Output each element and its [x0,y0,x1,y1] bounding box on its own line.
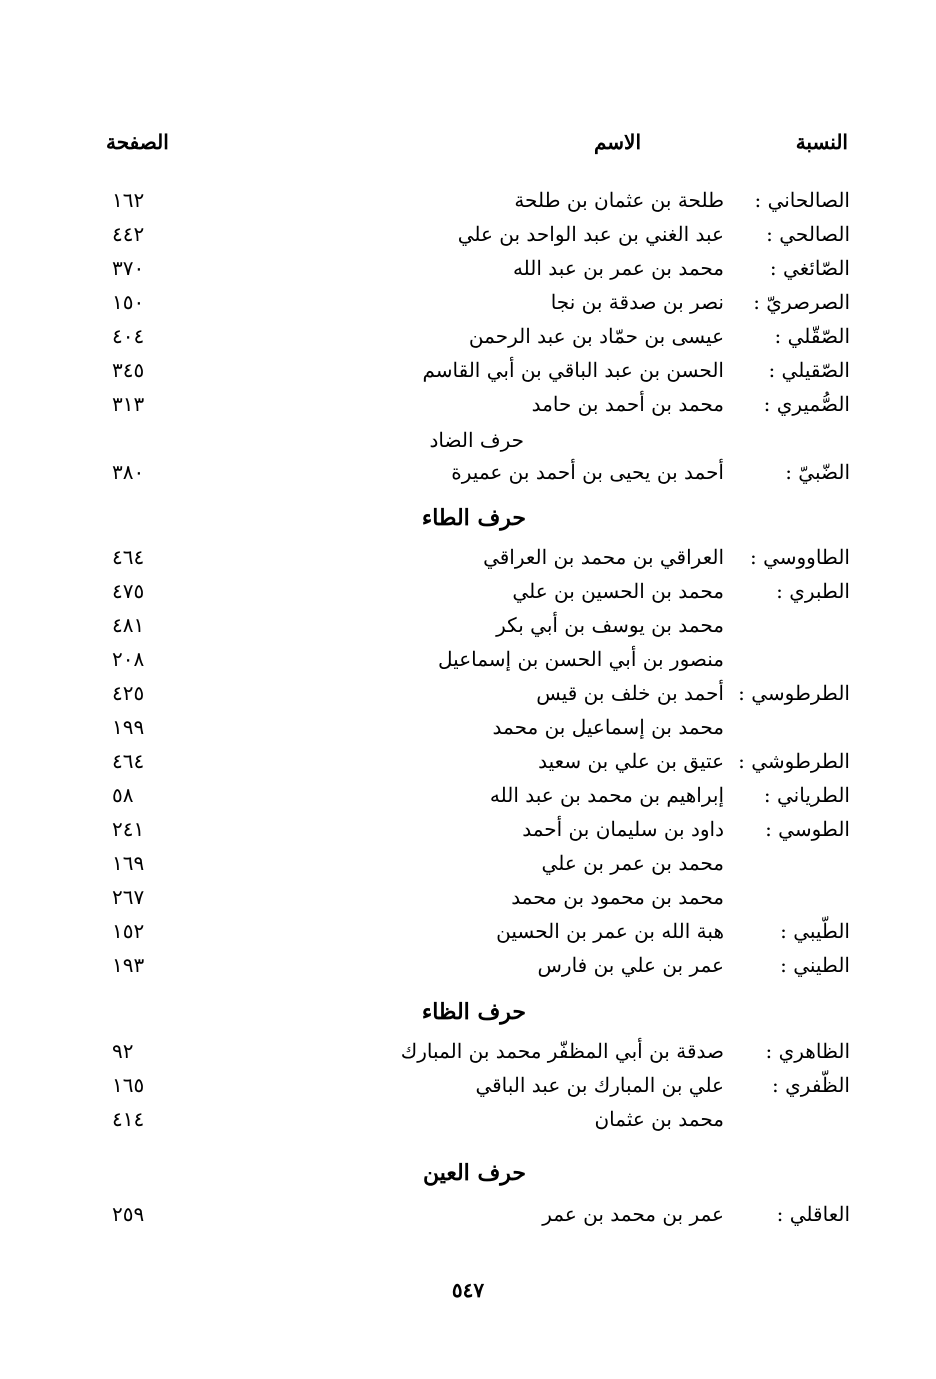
page-cell: ٣١٣ [112,392,145,416]
page-cell: ١٦٩ [112,851,145,875]
table-row [0,460,936,490]
nisba-cell: الطّيبي : [780,919,850,943]
table-row [0,681,936,711]
name-cell: محمد بن يوسف بن أبي بكر [496,613,724,637]
nisba-cell: الصالحي : [766,222,850,246]
table-row [0,545,936,575]
name-cell: محمد بن إسماعيل بن محمد [492,715,724,739]
nisba-cell: الصّقّلي : [774,324,850,348]
name-cell: عمر بن محمد بن عمر [542,1202,724,1226]
page-cell: ٣٨٠ [112,460,145,484]
table-row [0,749,936,779]
table-row [0,919,936,949]
nisba-cell: الطوسي : [765,817,850,841]
name-cell: هبة الله بن عمر بن الحسين [496,919,724,943]
page-cell: ١٥٢ [112,919,145,943]
nisba-cell: الطاووسي : [750,545,850,569]
section-heading-ta: حرف الطاء [421,505,526,531]
page-cell: ٤٠٤ [112,324,145,348]
page-number: ٥٤٧ [451,1278,485,1302]
table-row [0,1039,936,1069]
table-row [0,613,936,643]
name-cell: داود بن سليمان بن أحمد [522,817,724,841]
name-cell: منصور بن أبي الحسن بن إسماعيل [438,647,724,671]
nisba-cell: الظاهري : [765,1039,850,1063]
nisba-cell: الطرياني : [763,783,850,807]
name-cell: إبراهيم بن محمد بن عبد الله [489,783,724,807]
name-cell: عتيق بن علي بن سعيد [538,749,724,773]
name-cell: نصر بن صدقة بن نجا [550,290,724,314]
table-row [0,392,936,422]
table-row [0,358,936,388]
table-row [0,885,936,915]
page-cell: ٤٦٤ [112,749,145,773]
table-row [0,256,936,286]
page-cell: ٤١٤ [112,1107,145,1131]
page-cell: ٣٧٠ [112,256,145,280]
table-row [0,579,936,609]
table-row [0,222,936,252]
page-cell: ٤٤٢ [112,222,145,246]
name-cell: أحمد بن خلف بن قيس [536,681,724,705]
section-heading-za: حرف الظاء [421,999,526,1025]
name-cell: أحمد بن يحيى بن أحمد بن عميرة [451,460,724,484]
name-cell: محمد بن أحمد بن حامد [531,392,724,416]
table-row [0,715,936,745]
table-row [0,953,936,983]
name-cell: صدقة بن أبي المظفّر محمد بن المبارك [400,1039,724,1063]
nisba-cell: الطرطوسي : [738,681,850,705]
page-cell: ٤٨١ [112,613,145,637]
header-page: الصفحة [106,130,169,154]
nisba-cell: الضّبيّ : [785,460,850,484]
nisba-cell: العاقلي : [776,1202,850,1226]
table-row [0,817,936,847]
table-row [0,1202,936,1232]
page-cell: ٤٢٥ [112,681,145,705]
name-cell: محمد بن الحسين بن علي [512,579,724,603]
table-row [0,188,936,218]
page-cell: ٢٦٧ [112,885,145,909]
section-heading-ayn: حرف العين [422,1160,526,1186]
name-cell: الحسن بن عبد الباقي بن أبي القاسم [422,358,724,382]
nisba-cell: الظّفري : [772,1073,850,1097]
page-cell: ١٦٢ [112,188,145,212]
name-cell: عبد الغني بن عبد الواحد بن علي [457,222,724,246]
table-row [0,290,936,320]
page-cell: ٤٦٤ [112,545,145,569]
page-cell: ٢٥٩ [112,1202,145,1226]
table-row [0,783,936,813]
name-cell: علي بن المبارك بن عبد الباقي [475,1073,724,1097]
name-cell: طلحة بن عثمان بن طلحة [514,188,724,212]
page-cell: ١٦٥ [112,1073,145,1097]
name-cell: العراقي بن محمد بن العراقي [483,545,724,569]
nisba-cell: الصّقيلي : [768,358,850,382]
name-cell: محمد بن عثمان [594,1107,724,1131]
subsection-heading-dad: حرف الضاد [429,428,524,452]
nisba-cell: الصّائغي : [769,256,850,280]
table-row [0,647,936,677]
page-cell: ٢٤١ [112,817,145,841]
header-nisba: النسبة [795,130,848,154]
table-row [0,851,936,881]
nisba-cell: الصُّميري : [763,392,850,416]
nisba-cell: الطيني : [780,953,850,977]
name-cell: محمد بن عمر بن علي [541,851,724,875]
nisba-cell: الطرطوشي : [738,749,850,773]
name-cell: عمر بن علي بن فارس [537,953,724,977]
name-cell: محمد بن محمود بن محمد [511,885,724,909]
page-cell: ٢٠٨ [112,647,145,671]
name-cell: عيسى بن حمّاد بن عبد الرحمن [468,324,724,348]
name-cell: محمد بن عمر بن عبد الله [512,256,724,280]
page-cell: ٩٢ [112,1039,134,1063]
page-cell: ٥٨ [112,783,134,807]
page-cell: ١٥٠ [112,290,145,314]
table-row [0,1107,936,1137]
table-row [0,1073,936,1103]
nisba-cell: الصرصريّ : [753,290,850,314]
page-cell: ٤٧٥ [112,579,145,603]
page-cell: ١٩٣ [112,953,145,977]
header-name: الاسم [593,130,641,154]
nisba-cell: الطبري : [776,579,850,603]
nisba-cell: الصالحاني : [754,188,850,212]
table-row [0,324,936,354]
page-cell: ١٩٩ [112,715,145,739]
page-cell: ٣٤٥ [112,358,145,382]
